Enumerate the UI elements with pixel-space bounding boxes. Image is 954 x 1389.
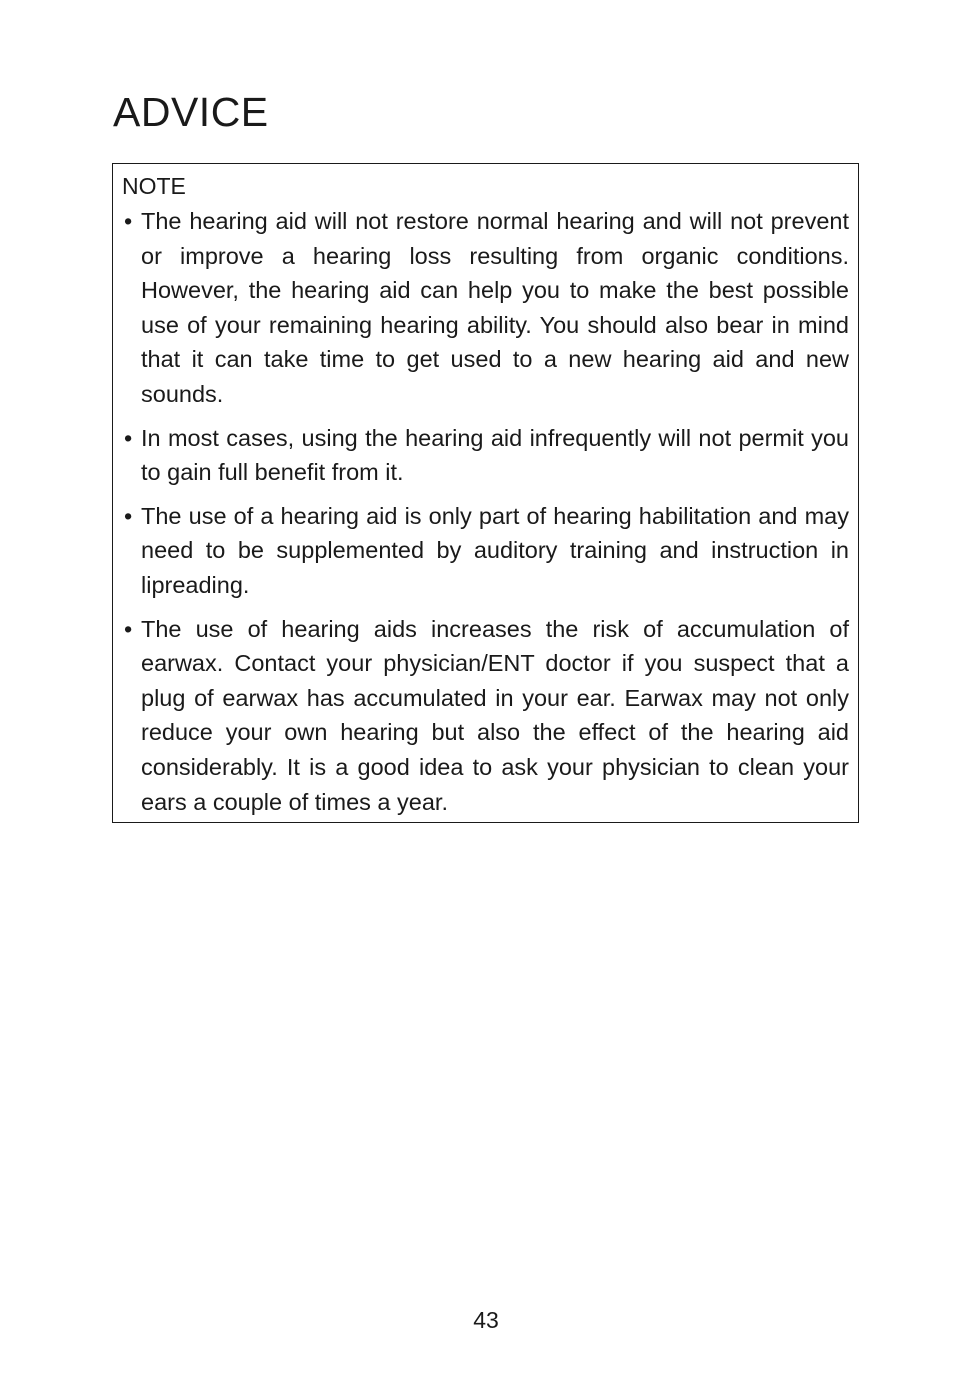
note-item-text: The use of hearing aids increases the risk of accumulation of earwax. Contact your physician/ENT doctor if you suspect that a plug of earwax has accumulated in your ear. Earwax may not only reduce your own hearing but also the effect of the hearing aid considerably. It is a good idea to ask your physician to clean your ears a couple of times a year. — [141, 615, 849, 815]
page-number: 43 — [473, 1307, 499, 1333]
note-item-text: The hearing aid will not restore normal hearing and will not prevent or improve a hearing loss resulting from organic conditions. However, the hearing aid can help you to make the best possible use of your remaining hearing ability. You should also bear in mind that it can take time to get used to a new hearing aid and new sounds. — [141, 208, 849, 407]
note-item-restore-hearing — [122, 204, 849, 412]
bullet-icon: • — [124, 615, 133, 642]
bullet-icon: • — [124, 424, 133, 451]
note-item-infrequent-use — [122, 421, 849, 490]
bullet-icon: • — [124, 502, 133, 529]
note-item-text: In most cases, using the hearing aid infrequently will not permit you to gain full benefit from it. — [141, 424, 849, 486]
note-item-earwax — [122, 612, 849, 820]
note-heading: NOTE — [122, 173, 186, 199]
bullet-icon: • — [124, 208, 133, 234]
note-box — [112, 163, 859, 823]
note-item-habilitation — [122, 499, 849, 603]
note-bullet-list — [122, 204, 849, 819]
page-title: ADVICE — [113, 89, 269, 135]
note-item-text: The use of a hearing aid is only part of hearing habilitation and may need to be supplemented by auditory training and instruction in lipreading. — [141, 502, 849, 598]
